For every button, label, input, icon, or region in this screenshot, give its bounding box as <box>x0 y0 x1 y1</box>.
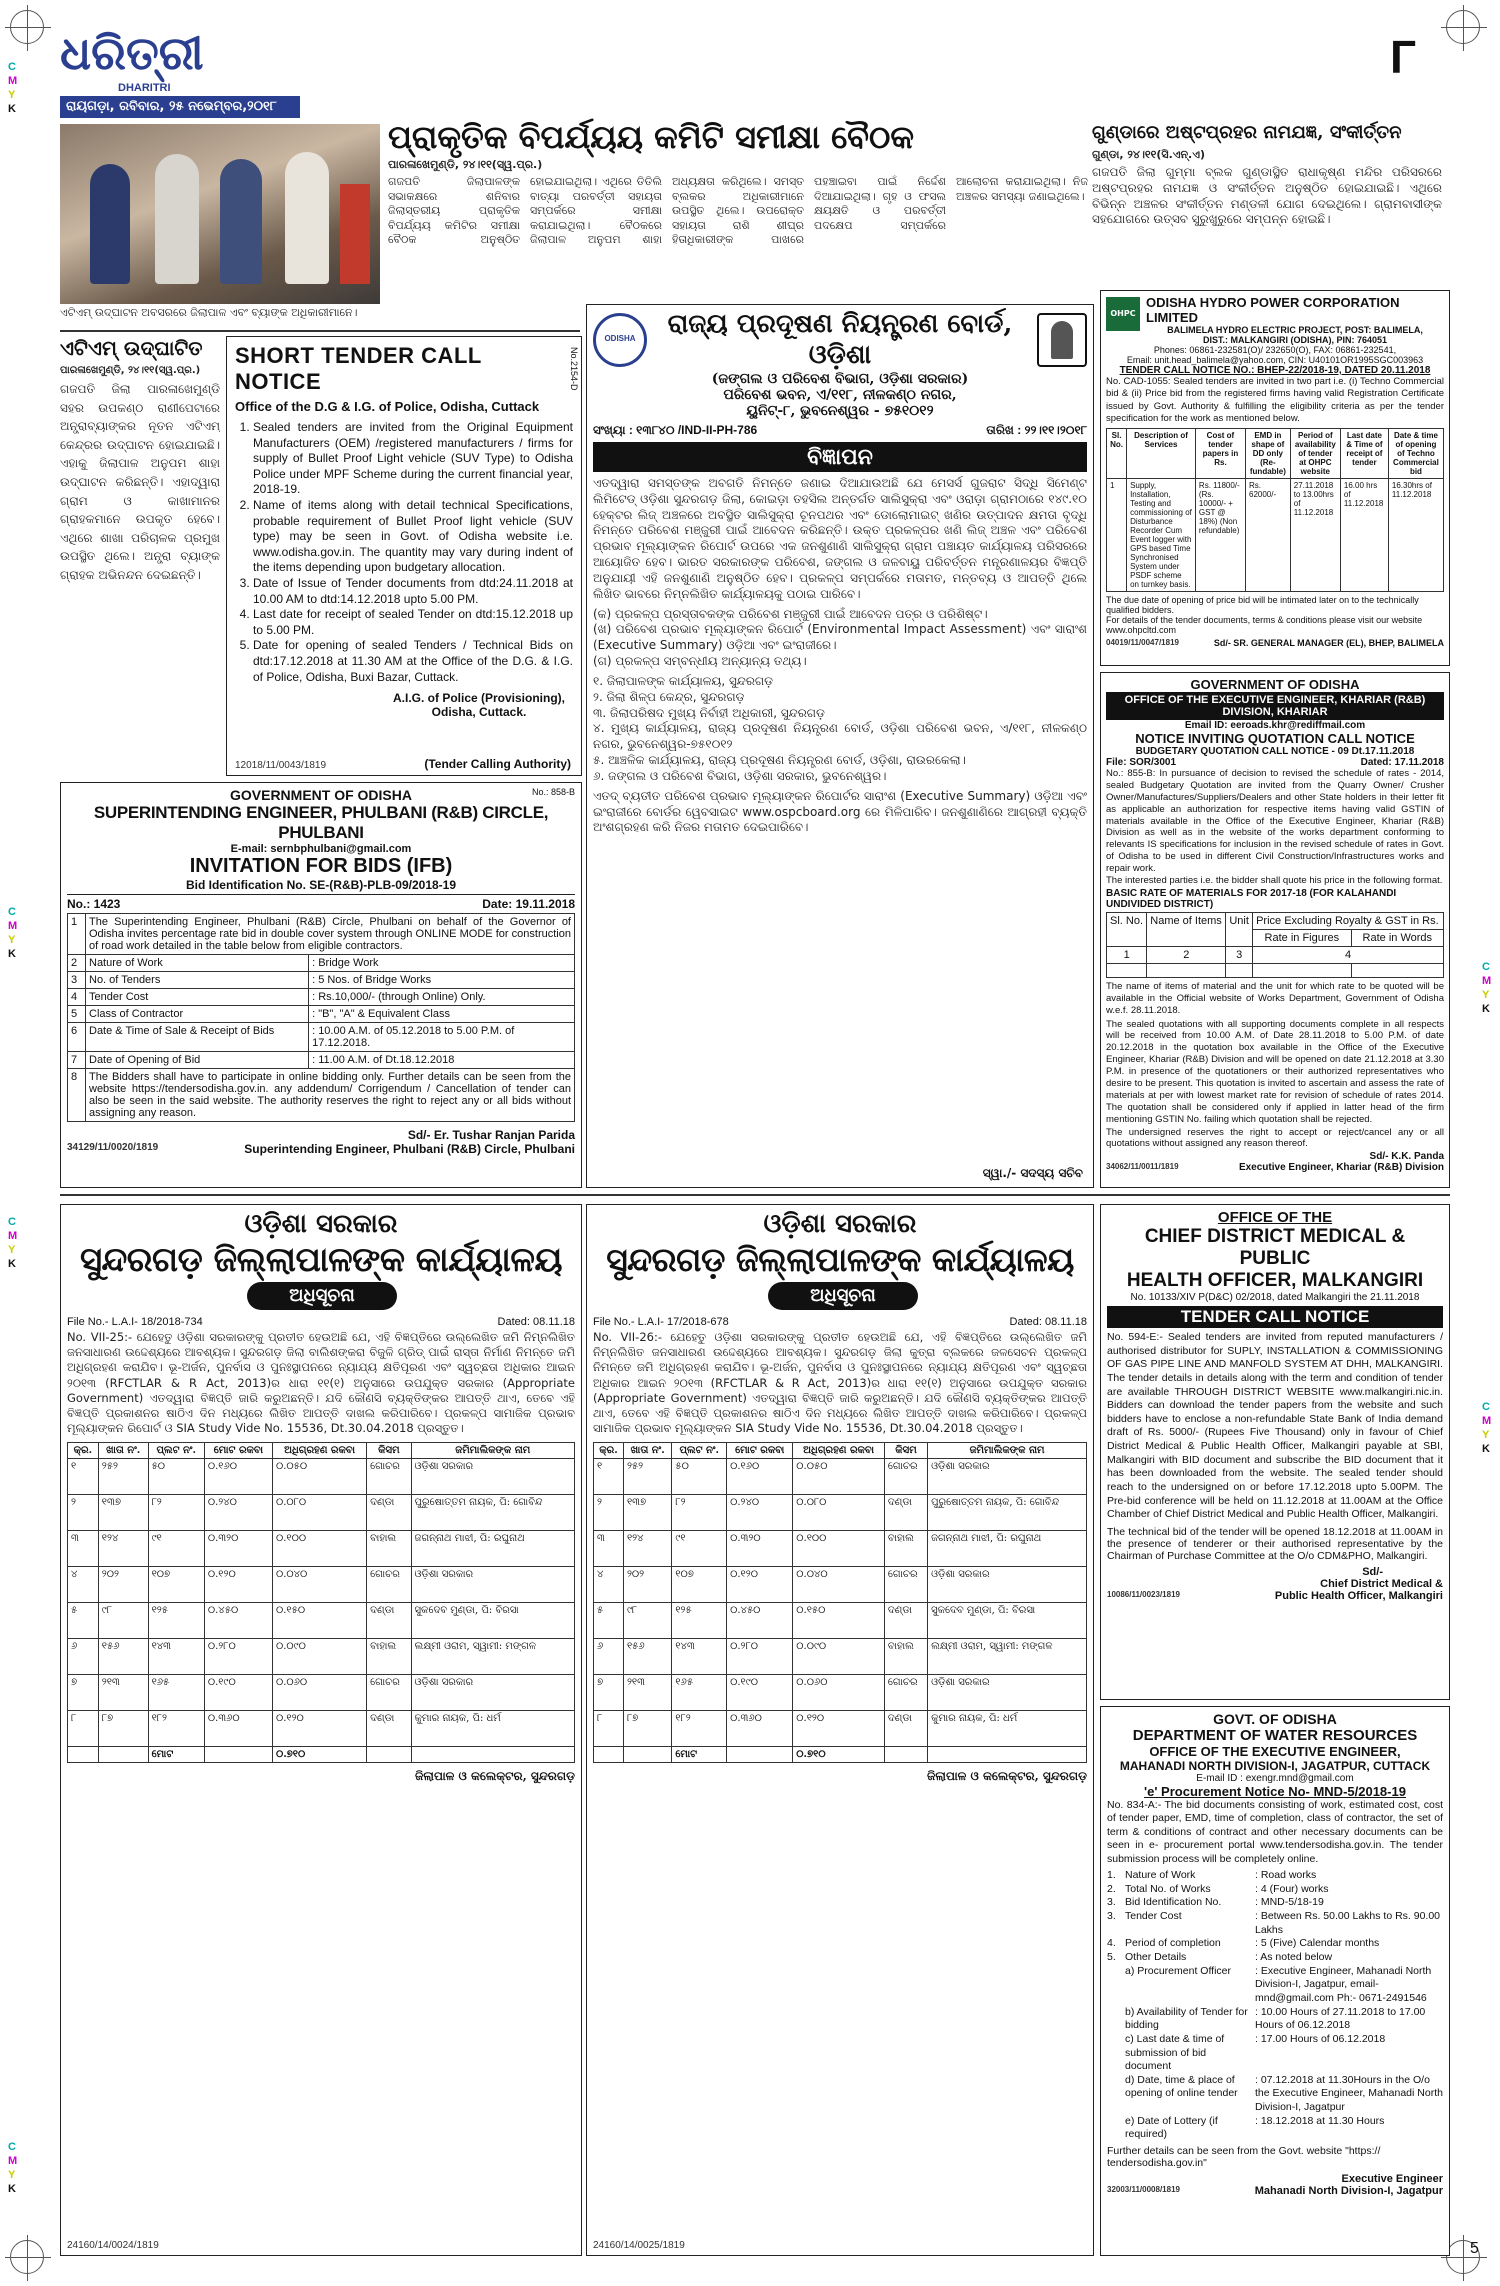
board-title: ରାଜ୍ୟ ପ୍ରଦୂଷଣ ନିୟନ୍ତ୍ରଣ ବୋର୍ଡ, ଓଡ଼ିଶା <box>667 309 1013 370</box>
table-row: ୫ ୯୮ ୧୨୫ ୦.୪୫୦ ୦.୧୫୦ ଦଣ୍ଡା ସୁକଦେବ ମୁଣ୍ଡା, ପି: ବିରସା <box>594 1603 1087 1639</box>
table-row: ୨ ୧୩୭ ୮୨ ୦.୨୪୦ ୦.୦୮୦ ଦଣ୍ଡା ପୁରୁଷୋତ୍ତମ ନାୟକ, ପି: ଗୋବିନ୍ଦ <box>68 1495 575 1531</box>
tender-notice-malkangiri <box>1100 1204 1450 1700</box>
govt-label: ଓଡ଼ିଶା ସରକାର <box>763 1209 917 1239</box>
emblem-icon <box>1037 313 1087 367</box>
notification-body: No. VII-25:- ଯେହେତୁ ଓଡ଼ିଶା ସରକାରଙ୍କୁ ପ୍ରତୀତ ହେଉଅଛି ଯେ, ଏହି ବିଜ୍ଞପ୍ତିରେ ଉଲ୍ଲେଖିତ ଜମି ନିମ୍ନଲିଖିତ ଜନସାଧାରଣ ଉଦ୍ଦେଶ୍ୟରେ ଆବଶ୍ୟକ। ସୁନ୍ଦରଗଡ଼ ଜିଲା ବାଲିଶଙ୍କରା ବିଜୁଳି ଗ୍ରିଡ୍ ପାଇଁ ରାସ୍ତା ନିର୍ମାଣ ନିମନ୍ତେ ଜମି ଅଧିଗ୍ରହଣ କରାଯିବ। ଭୂ-ଅର୍ଜନ, ପୁନର୍ବାସ ଓ ପୁନଃସ୍ଥାପନରେ ନ୍ୟାଯ୍ୟ କ୍ଷତିପୂରଣ ଏବଂ ସ୍ୱଚ୍ଛତା ଅଧିକାର ଆଇନ ୨୦୧୩ (RFCTLAR & R Act, 2013)ର ଧାରା ୧୧(୧) ଅନୁସାରେ ଉପଯୁକ୍ତ ସରକାର (Appropriate Government) ଏତଦ୍ୱାରା ବିଜ୍ଞପ୍ତି ଜାରି କରୁଅଛନ୍ତି। ଯଦି କୌଣସି ବ୍ୟକ୍ତିଙ୍କର ଆପତ୍ତି ଥାଏ, ତେବେ ଏହି ବିଜ୍ଞପ୍ତି ପ୍ରକାଶନର ଷାଠିଏ ଦିନ ମଧ୍ୟରେ ଲିଖିତ ଆପତ୍ତି ଦାଖଲ କରିପାରିବେ। ପ୍ରକଳ୍ପ ସାମାଜିକ ପ୍ରଭାବ ମୂଲ୍ୟାଙ୍କନ ରିପୋର୍ଟ ଓ SIA Study Vide No. 15536, Dt.30.04.2018 ପ୍ରସ୍ତୁତ। <box>67 1330 575 1436</box>
tender-item: 1. Sealed tenders are invited from the Original Equipment Manufacturers (OEM) /registered manufacturers / firms for supply of Bullet Proof Light vehicle (SUV Type) to Odisha Police under MPF Scheme during the current financial year, 2018-19. <box>253 420 573 498</box>
detail-row: a) Procurement Officer : Executive Engineer, Mahanadi North Division-I, Jagatpur, email- mnd@gmail.com Ph:- 0671-2491546 <box>1125 1964 1432 2004</box>
notification-tab: ଅଧିସୂଚନା <box>768 1282 918 1310</box>
signature-line: Executive Engineer, Khariar (R&B) Division <box>1238 1162 1444 1174</box>
table-row: 8 The Bidders shall have to participate in online bidding only. Further details can be seen from the website https://tendersodisha.gov.in. any addendum/ Corrigendum / Cancellation of tender can also be seen in the said website. The authority reserves the right to reject any or all bids without assigning any reason. <box>68 1069 575 1122</box>
table-total-row: ମୋଟ ୦.୭୧୦ <box>594 1747 1087 1763</box>
detail-row: b) Availability of Tender for bidding : 10.00 Hours of 27.11.2018 to 17.00 Hours of 06.12.2018 <box>1125 2005 1426 2032</box>
rate-table: Sl. No. Name of Items Unit Price Excluding Royalty & GST in Rs. Rate in Figures Rate in Words 1 2 3 4 <box>1106 912 1444 978</box>
news-byline: ପାରଳାଖେମୁଣ୍ଡି, ୨୪।୧୧(ସ୍ୱ.ପ୍ର.) <box>388 158 543 171</box>
signature-line: Sd/- Er. Tushar Ranjan Parida <box>407 1128 575 1142</box>
table-row: 1 The Superintending Engineer, Phulbani (R&B) Circle, Phulbani on behalf of the Governor of Odisha invites percentage rate bid in double cover system through ONLINE MODE for construction of road work detailed in the table below from eligible contractors. <box>68 914 575 955</box>
ad-code: 04019/11/0047/1819 <box>1106 638 1179 648</box>
tender-notice-ohpc <box>1100 290 1450 666</box>
ad-code: 24160/14/0024/1819 <box>67 2240 159 2251</box>
govt-label: GOVERNMENT OF ODISHA <box>229 787 412 803</box>
table-title: BASIC RATE OF MATERIALS FOR 2017-18 (FOR KALAHANDI UNDIVIDED DISTRICT) <box>1106 887 1397 910</box>
table-header: Description of Services <box>1127 429 1196 479</box>
notification-body: No. VII-26:- ଯେହେତୁ ଓଡ଼ିଶା ସରକାରଙ୍କୁ ପ୍ରତୀତ ହେଉଅଛି ଯେ, ଏହି ବିଜ୍ଞପ୍ତିରେ ଉଲ୍ଲେଖିତ ଜମି ନିମ୍ନଲିଖିତ ଜନସାଧାରଣ ଉଦ୍ଦେଶ୍ୟରେ ଆବଶ୍ୟକ। ସୁନ୍ଦରଗଡ଼ ଜିଲା କୁତ୍ରା ବ୍ଲକରେ ଜଳସେଚନ ପ୍ରକଳ୍ପ ନିମନ୍ତେ ଜମି ଅଧିଗ୍ରହଣ କରାଯିବ। ଭୂ-ଅର୍ଜନ, ପୁନର୍ବାସ ଓ ପୁନଃସ୍ଥାପନରେ ନ୍ୟାଯ୍ୟ କ୍ଷତିପୂରଣ ଏବଂ ସ୍ୱଚ୍ଛତା ଅଧିକାର ଆଇନ ୨୦୧୩ (RFCTLAR & R Act, 2013)ର ଧାରା ୧୧(୧) ଅନୁସାରେ ଉପଯୁକ୍ତ ସରକାର (Appropriate Government) ଏତଦ୍ୱାରା ବିଜ୍ଞପ୍ତି ଜାରି କରୁଅଛନ୍ତି। ଯଦି କୌଣସି ବ୍ୟକ୍ତିଙ୍କର ଆପତ୍ତି ଥାଏ, ତେବେ ଏହି ବିଜ୍ଞପ୍ତି ପ୍ରକାଶନର ଷାଠିଏ ଦିନ ମଧ୍ୟରେ ଲିଖିତ ଆପତ୍ତି ଦାଖଲ କରିପାରିବେ। ପ୍ରକଳ୍ପ ସାମାଜିକ ପ୍ରଭାବ ମୂଲ୍ୟାଙ୍କନ SIA Study Vide No. 15536, Dt.30.04.2018 ପ୍ରସ୍ତୁତ। <box>593 1330 1087 1436</box>
photo-caption: ଏଟିଏମ୍ ଉଦ୍‌ଘାଟନ ଅବସରରେ ଜିଲାପାଳ ଏବଂ ବ୍ୟାଙ୍କ ଅଧିକାରୀମାନେ। <box>60 306 358 319</box>
table-row: ୮ ୮୭ ୧୮୨ ୦.୩୬୦ ୦.୧୨୦ ଦଣ୍ଡା କୁମାର ନାୟକ, ପି: ଧର୍ମ <box>594 1711 1087 1747</box>
tender-address: BALIMELA HYDRO ELECTRIC PROJECT, POST: BALIMELA, <box>1167 325 1423 335</box>
tender-body: No. 834-A:- The bid documents consisting of work, estimated cost, cost of tender paper, EMD, time of completion, class of contractor, the set of term & conditions of contract and other necessary documents can be seen in e- procurement portal www.tendersodisha.gov.in. The tender submission process will be completely online. <box>1107 1799 1443 1865</box>
tender-date: Dated: 17.11.2018 <box>1360 757 1444 768</box>
ad-code: 34129/11/0020/1819 <box>67 1142 159 1153</box>
tender-title: ODISHA HYDRO POWER CORPORATION LIMITED <box>1146 295 1400 325</box>
table-row: 7 Date of Opening of Bid : 11.00 A.M. of Dt.18.12.2018 <box>68 1052 575 1069</box>
ad-code: 12018/11/0043/1819 <box>235 760 327 771</box>
tender-title: OFFICE OF THE EXECUTIVE ENGINEER, KHARIAR (R&B) DIVISION, KHARIAR <box>1106 692 1444 720</box>
land-notification-right <box>586 1204 1094 2256</box>
table-row: ୩ ୧୨୪ ୯୧ ୦.୩୨୦ ୦.୧୦୦ ବାହାଲ ଜଗନ୍ନାଥ ମାଝୀ, ପି: ରଘୁନାଥ <box>68 1531 575 1567</box>
table-row: 5 Class of Contractor : "B", "A" & Equivalent Class <box>68 1006 575 1023</box>
govt-label: GOVERNMENT OF ODISHA <box>1190 677 1360 692</box>
tender-body: The undersigned reserves the right to accept or reject/cancel any or all quotations without assigned any reason thereof. <box>1106 1127 1444 1150</box>
bid-id: Bid Identification No. SE-(R&B)-PLB-09/2018-19 <box>185 878 457 892</box>
tender-note: The due date of opening of price bid will be intimated later on to the technically qualified bidders. <box>1106 595 1419 616</box>
cmyk-marker: C M Y K <box>8 2141 18 2195</box>
news-byline: ପାରଳାଖେମୁଣ୍ଡି, ୨୪।୧୧(ସ୍ୱ.ପ୍ର.) <box>60 365 201 376</box>
tender-note: For details of the tender documents, terms & conditions please visit our website www.ohpcltd.com <box>1106 615 1423 636</box>
tender-table <box>67 913 575 1122</box>
office-item: ୪. ମୁଖ୍ୟ କାର୍ଯ୍ୟାଳୟ, ରାଜ୍ୟ ପ୍ରଦୂଷଣ ନିୟନ୍ତ୍ରଣ ବୋର୍ଡ, ଓଡ଼ିଶା ପରିବେଶ ଭବନ, ଏ/୧୧୮, ନୀଳକଣ୍ଠ ନଗର, ଭୁବନେଶ୍ୱର-୭୫୧୦୧୨ <box>593 721 1087 752</box>
table-row: ୨ ୧୩୭ ୮୨ ୦.୨୪୦ ୦.୦୮୦ ଦଣ୍ଡା ପୁରୁଷୋତ୍ତମ ନାୟକ, ପି: ଗୋବିନ୍ଦ <box>594 1495 1087 1531</box>
tender-item: 2. Name of items along with detail technical Specifications, probable requirement of Bullet Proof light vehicle (SUV type) may be seen in Govt. of Odisha website i.e. www.odisha.gov.in. The quantity may vary during indent of the items depending upon budgetary allocation. <box>253 498 573 576</box>
table-row: 2 Nature of Work : Bridge Work <box>68 955 575 972</box>
table-header: ମୋଟ ରକବା <box>727 1443 793 1459</box>
board-logo-icon: ODISHA <box>593 313 647 367</box>
tender-item: 5. Date for opening of sealed Tenders / Technical Bids on dtd:17.12.2018 at 11.30 AM at the Office of the D.G. & I.G. of Police, Odisha, Buxi Bazar, Cuttack. <box>253 638 573 685</box>
cmyk-marker: C M Y K <box>1482 961 1492 1015</box>
govt-label: GOVT. OF ODISHA <box>1213 1711 1337 1727</box>
news-body: ଗଜପତି ଜିଲା ଗୁମ୍ମା ବ୍ଲକ ଗୁଣ୍ଡାସ୍ଥିତ ରାଧାକୃଷ୍ଣ ମନ୍ଦିର ପରିସରରେ ଅଷ୍ଟପ୍ରହର ନାମଯଜ୍ଞ ଓ ସଂକୀର୍ତ୍ତନ ଅନୁଷ୍ଠିତ ହୋଇଯାଇଛି। ଏଥିରେ ବିଭିନ୍ନ ଅଞ୍ଚଳର ସଂକୀର୍ତ୍ତନ ମଣ୍ଡଳୀ ଯୋଗ ଦେଇଥିଲେ। ଗ୍ରାମବାସୀଙ୍କ ସହଯୋଗରେ ଉତ୍ସବ ସୁରୁଖୁରୁରେ ସମ୍ପନ୍ନ ହୋଇଛି। <box>1092 165 1442 227</box>
detail-row: d) Date, time & place of opening of online tender : 07.12.2018 at 11.30Hours in the O/o the Executive Engineer, Mahanadi North Division-I, Jagatpur <box>1125 2073 1443 2114</box>
table-header: ଅଧିଗ୍ରହଣ ରକବା <box>793 1443 885 1459</box>
table-header: ଅଧିଗ୍ରହଣ ରକବା <box>272 1443 366 1459</box>
table-row: 4 Tender Cost : Rs.10,000/- (through Online) Only. <box>68 989 575 1006</box>
tender-note: Further details can be seen from the Govt. website "https:// tendersodisha.gov.in" <box>1107 2145 1381 2169</box>
table-row: 1 Supply, Installation, Testing and commissioning of Disturbance Recorder Cum Event logger with GPS based Time Synchronised System under PSDF scheme on turnkey basis. Rs. 11800/- (Rs. 10000/- + GST @ 18%) (Non refundable) Rs. 62000/- 27.11.2018 to 13.00hrs of 11.12.2018 16.00 hrs of 11.12.2018 16.30hrs of 11.12.2018 <box>1107 479 1444 592</box>
detail-row: 3. Bid Identification No. : MND-5/18-19 <box>1107 1896 1324 1909</box>
signature-line: ସ୍ୱା./- ସଦସ୍ୟ ସଚିବ <box>982 1166 1083 1180</box>
news-byline: ଗୁଣ୍ଡା, ୨୪।୧୧(ସି.ଏନ୍.ଏ) <box>1092 148 1206 161</box>
office-item: ୨. ଜିଲା ଶିଳ୍ପ କେନ୍ଦ୍ର, ସୁନ୍ଦରଗଡ଼ <box>593 689 745 704</box>
tender-date: Date: 19.11.2018 <box>482 897 575 911</box>
board-address: ପରିବେଶ ଭବନ, ଏ/୧୧୮, ନୀଳକଣ୍ଠ ନଗର, <box>723 387 957 403</box>
cmyk-marker: C M Y K <box>1482 1401 1492 1455</box>
ad-code: 32003/11/0008/1819 <box>1107 2185 1180 2194</box>
office-item: ୬. ଜଙ୍ଗଲ ଓ ପରିବେଶ ବିଭାଗ, ଓଡ଼ିଶା ସରକାର, ଭୁବନେଶ୍ୱର। <box>593 768 887 783</box>
office-title: ସୁନ୍ଦରଗଡ଼ ଜିଲ୍ଲାପାଳଙ୍କ କାର୍ଯ୍ୟାଳୟ <box>79 1240 563 1280</box>
signature-line: (Tender Calling Authority) <box>424 757 571 771</box>
notice-list-item: (ଗ) ପ୍ରକଳ୍ପ ସମ୍ବନ୍ଧୀୟ ଅନ୍ୟାନ୍ୟ ତଥ୍ୟ। <box>593 654 807 669</box>
tender-email: Email: unit.head_balimela@yahoo.com, CIN: U40101OR1995SGC003963 <box>1126 355 1424 365</box>
table-header: ଜମିମାଲିକଙ୍କ ନାମ <box>928 1443 1087 1459</box>
cmyk-marker: C M Y K <box>8 1216 18 1270</box>
signature-line: ଜିଲାପାଳ ଓ କଲେକ୍ଟର, ସୁନ୍ଦରଗଡ଼ <box>927 1769 1087 1784</box>
tender-notice-number: 'e' Procurement Notice No- MND-5/2018-19 <box>1144 1784 1406 1799</box>
signature-line: Superintending Engineer, Phulbani (R&B) Circle, Phulbani <box>244 1142 575 1156</box>
tender-title: HEALTH OFFICER, MALKANGIRI <box>1126 1270 1424 1291</box>
tender-body: No. 594-E:- Sealed tenders are invited from reputed manufacturers / authorised distributor for SUPLY, INSTALLATION & COMMISSIONING OF GAS PIPE LINE AND MANFOLD SYSTEM AT DHH, MALKANGIRI. The tender details in details along with the term and condition of tender are available THROUGH DISTRICT WEBSITE www.malkangiri.nic.in. Bidders can download the tender papers from the website and such bidders have to enclose a non-refundable State Bank of India demand draft of Rs. 5000/- (Rupees Five Thousand) only in favour of Chief District Medical & Public Health Officer, Malkangiri payable at SBI, Malkangiri with BID document and subscribe the BID document that it has been downloaded from the website. The sealed tender should reach to the undersigned on or before 17.12.2018 upto 5.00PM. The Pre-bid conference will be held on 11.12.2018 at 11.00AM at the Office Chamber of Chief District Medical and Public Health Officer, Malkangiri. <box>1107 1331 1443 1521</box>
tender-items <box>235 420 573 685</box>
logo: ଧରିତ୍ରୀ <box>60 26 204 80</box>
land-schedule-table <box>593 1442 1087 1763</box>
tender-body: The sealed quotations with all supporting documents complete in all respects will be received from 10.00 A.M. of Date 28.11.2018 to 5.00 P.M. of date 20.12.2018 in the quotation box available in the Office of the Executive Engineer, Khariar (R&B) Division and will be opened on date 21.12.2018 at 3.30 P.M. in presence of the quotationers or their authorized representatives who desire to be present. This quotation is invited to ascertain and assess the rate of materials at per with lowest market rate for revision of schedule of rates 2014. The quotation shall be considered only if applied in latter head of the firm mentioning GSTIN No. failing which quotation shall be rejected. <box>1106 1018 1444 1125</box>
table-row: ୮ ୮୭ ୧୮୨ ୦.୩୬୦ ୦.୧୨୦ ଦଣ୍ଡା କୁମାର ନାୟକ, ପି: ଧର୍ମ <box>68 1711 575 1747</box>
land-schedule-table <box>67 1442 575 1763</box>
notice-ref: ସଂଖ୍ୟା : ୧୩୮୪୦ /IND-II-PH-786 <box>593 423 758 437</box>
table-row: ୧ ୨୫୨ ୫୦ ୦.୧୬୦ ୦.୦୫୦ ଗୋଚର ଓଡ଼ିଶା ସରକାର <box>594 1459 1087 1495</box>
file-number: File: SOR/3001 <box>1106 757 1177 768</box>
notice-list-item: (ଖ) ପରିବେଶ ପ୍ରଭାବ ମୂଲ୍ୟାଙ୍କନ ରିପୋର୍ଟ (Environmental Impact Assessment) ଏବଂ ସାରାଂଶ (Executive Summary) ଓଡ଼ିଆ ଏବଂ ଇଂରାଜୀରେ। <box>593 622 1087 653</box>
signature-line: Odisha, Cuttack. <box>431 705 527 720</box>
office-item: ୫. ଆଞ୍ଚଳିକ କାର୍ଯ୍ୟାଳୟ, ରାଜ୍ୟ ପ୍ରଦୂଷଣ ନିୟନ୍ତ୍ରଣ ବୋର୍ଡ, ଓଡ଼ିଶା, ରାଉରକେଲା। <box>593 753 966 768</box>
tender-address: DIST.: MALKANGIRI (ODISHA), PIN: 764051 <box>1202 335 1388 345</box>
notification-tab: ଅଧିସୂଚନା <box>247 1282 397 1310</box>
signature-line: Sd/- SR. GENERAL MANAGER (EL), BHEP, BALIMELA <box>1213 638 1444 649</box>
file-number: File No.- L.A.I- 18/2018-734 <box>67 1316 203 1328</box>
file-number: File No.- L.A.I- 17/2018-678 <box>593 1316 729 1328</box>
tender-body: The interested parties i.e. the bidder shall quote his price in the following format. <box>1106 874 1443 886</box>
table-row: ୪ ୨୦୨ ୧୦୭ ୦.୧୨୦ ୦.୦୪୦ ଗୋଚର ଓଡ଼ିଶା ସରକାର <box>594 1567 1087 1603</box>
table-header: କ୍ର. <box>594 1443 624 1459</box>
tender-body: No. CAD-1055: Sealed tenders are invited in two part i.e. (i) Techno Commercial bid & (ii) Price bid from the registered firms having valid Registration Certificate issued by Govt. Authority & fulfilling the eligibility criteria as per the tender specification for the work as mentioned below. <box>1106 376 1444 425</box>
notice-body: ଏତଦ୍ୱାରା ସମସ୍ତଙ୍କ ଅବଗତି ନିମନ୍ତେ ଜଣାଇ ଦିଆଯାଉଅଛି ଯେ ମେସର୍ସ ଗୁଜରାଟ ସିଦ୍ଧି ସିମେଣ୍ଟ ଲିମିଟେଡ୍ ଓଡ଼ିଶା ସୁନ୍ଦରଗଡ଼ ଜିଲା, କୋଇଡ଼ା ତହସିଲ ଅନ୍ତର୍ଗତ ସାଲିସୁକ୍ରା ଏବଂ ଓରାଡ଼ା ଗ୍ରାମଠାରେ ୧୪୯.୧୦ ହେକ୍ଟର ଲିଜ୍ ଅଞ୍ଚଳରେ ଅବସ୍ଥିତ ସାଲିସୁକ୍ରା ଚୂନପଥର ଏବଂ ଡୋଲୋମାଇଟ୍ ଖଣିର ଉତ୍ପାଦନ କ୍ଷମତା ବୃଦ୍ଧି ନିମନ୍ତେ ପରିବେଶ ମଞ୍ଜୁରୀ ପାଇଁ ଆବେଦନ କରିଛନ୍ତି। ଉକ୍ତ ପ୍ରକଳ୍ପର ଖଣି ଲିଜ୍ ଅଞ୍ଚଳ ଏବଂ ପରିବେଶ ପ୍ରଭାବ ମୂଲ୍ୟାଙ୍କନ ରିପୋର୍ଟ ଉପରେ ଏକ ଜନଶୁଣାଣି ସାଲିସୁକ୍ରା ଗ୍ରାମ ପଞ୍ଚାୟତ କାର୍ଯ୍ୟାଳୟ ପରିସରରେ ଆୟୋଜିତ ହେବ। ଭାରତ ସରକାରଙ୍କ ପରିବେଶ, ଜଙ୍ଗଲ ଓ ଜଳବାୟୁ ପରିବର୍ତ୍ତନ ମନ୍ତ୍ରଣାଳୟର ବିଜ୍ଞପ୍ତି ଅନୁଯାୟୀ ଏହି ଜନଶୁଣାଣି ଅନୁଷ୍ଠିତ ହେବ। ପ୍ରକଳ୍ପ ସମ୍ପର୍କରେ ମତାମତ, ମନ୍ତବ୍ୟ ଓ ଆପତ୍ତି ଥିଲେ ଲିଖିତ ଭାବରେ ନିମ୍ନଲିଖିତ କାର୍ଯ୍ୟାଳୟକୁ ପଠାଇ ପାରିବେ। <box>593 476 1087 601</box>
detail-row: 5. Other Details : As noted below <box>1107 1951 1333 1964</box>
detail-row: c) Last date & time of submission of bid document : 17.00 Hours of 06.12.2018 <box>1125 2032 1386 2073</box>
tender-ref: No.: 858-B <box>531 787 575 797</box>
office-item: ୧. ଜିଲାପାଳଙ୍କ କାର୍ଯ୍ୟାଳୟ, ସୁନ୍ଦରଗଡ଼ <box>593 673 774 688</box>
office-title: ସୁନ୍ଦରଗଡ଼ ଜିଲ୍ଲାପାଳଙ୍କ କାର୍ଯ୍ୟାଳୟ <box>606 1240 1074 1279</box>
tender-title: DEPARTMENT OF WATER RESOURCES <box>1132 1727 1418 1744</box>
tender-phone: Phones: 06861-232581(O)/ 232650(O), FAX: 06861-232541, <box>1153 345 1397 355</box>
news-headline: ଗୁଣ୍ଡାରେ ଅଷ୍ଟପ୍ରହର ନାମଯଜ୍ଞ, ସଂକୀର୍ତ୍ତନ <box>1092 122 1402 143</box>
tender-body: The name of items of material and the unit for which rate to be quoted will be available in the Official website of Works Department, Government of Odisha w.e.f. 28.11.2018. <box>1106 980 1444 1016</box>
detail-row: e) Date of Lottery (if required) : 18.12.2018 at 11.30 Hours <box>1125 2114 1385 2141</box>
tender-title: SUPERINTENDING ENGINEER, PHULBANI (R&B) CIRCLE, PHULBANI <box>93 803 549 842</box>
tender-subheading: BUDGETARY QUOTATION CALL NOTICE - 09 Dt.17.11.2018 <box>1135 746 1415 757</box>
signature-line: Chief District Medical & <box>1320 1577 1443 1590</box>
news-headline: ପ୍ରାକୃତିକ ବିପର୍ଯ୍ୟୟ କମିଟି ସମୀକ୍ଷା ବୈଠକ <box>388 118 915 156</box>
tender-notice-water-resources <box>1100 1706 1450 2256</box>
tender-title: SHORT TENDER CALL NOTICE <box>235 343 482 394</box>
signature-line: Sd/- <box>1362 1565 1383 1578</box>
email: Email ID: eeroads.khr@rediffmail.com <box>1184 720 1366 731</box>
tender-number: No.: 1423 <box>67 897 121 911</box>
signature-line: Executive Engineer <box>1341 2173 1443 2185</box>
email: E-mail: sernbphulbani@gmail.com <box>230 843 412 855</box>
tender-heading: INVITATION FOR BIDS (IFB) <box>189 855 453 877</box>
notice-banner: ବିଜ୍ଞାପନ <box>593 442 1087 472</box>
table-header: କ୍ର. <box>68 1443 99 1459</box>
news-photo <box>60 124 380 304</box>
table-header: EMD in shape of DD only (Re-fundable) <box>1246 429 1291 479</box>
table-row: ୩ ୧୨୪ ୯୧ ୦.୩୨୦ ୦.୧୦୦ ବାହାଲ ଜଗନ୍ନାଥ ମାଝୀ, ପି: ରଘୁନାଥ <box>594 1531 1087 1567</box>
board-address: ୟୁନିଟ୍-୮, ଭୁବନେଶ୍ୱର - ୭୫୧୦୧୨ <box>746 403 934 419</box>
ohpc-logo-icon: OHPC <box>1106 297 1140 331</box>
table-header: ଖାତା ନଂ. <box>623 1443 671 1459</box>
signature-line: Mahanadi North Division-I, Jagatpur <box>1254 2185 1443 2197</box>
tender-heading: NOTICE INVITING QUOTATION CALL NOTICE <box>1135 731 1415 746</box>
tender-title: CHIEF DISTRICT MEDICAL & PUBLIC <box>1144 1226 1406 1269</box>
notification-date: Dated: 08.11.18 <box>497 1316 575 1328</box>
tender-banner: TENDER CALL NOTICE <box>1107 1306 1443 1328</box>
table-row: ୬ ୧୫୬ ୧୪୩ ୦.୨୮୦ ୦.୦୯୦ ବାହାଲ ଲକ୍ଷ୍ମୀ ଓରାମ, ସ୍ୱାମୀ: ମଙ୍ଗଳ <box>594 1639 1087 1675</box>
table-header: Period of availability of tender at OHPC website <box>1290 429 1340 479</box>
tender-subtitle: Office of the D.G & I.G. of Police, Odisha, Cuttack <box>235 399 540 414</box>
page-number: 5 <box>1470 2240 1479 2257</box>
notice-date: ତାରିଖ : ୨୨।୧୧।୨୦୧୮ <box>986 423 1087 437</box>
tender-item: 4. Last date for receipt of sealed Tender on dtd:15.12.2018 up to 5.00 PM. <box>253 607 573 638</box>
table-row: ୭ ୨୧୩ ୧୬୫ ୦.୧୯୦ ୦.୦୬୦ ଗୋଚର ଓଡ଼ିଶା ସରକାର <box>68 1675 575 1711</box>
logo-subtitle: DHARITRI <box>118 82 171 94</box>
news-body: ଗଜପତି ଜିଲା ପାରଳାଖେମୁଣ୍ଡି ସହର ଉପକଣ୍ଠ ରାଣୀପେଟାରେ ଅନ୍ଧ୍ରାବ୍ୟାଙ୍କର ନୂତନ ଏଟିଏମ୍ କେନ୍ଦ୍ରର ଉଦ୍‌ଘାଟନ ହୋଇଯାଇଛି। ଏହାକୁ ଜିଲାପାଳ ଅନୁପମ ଶାହା ଉଦ୍‌ଘାଟନ କରିଛନ୍ତି। ଏହାଦ୍ୱାରା ଗ୍ରାମ ଓ କାଖାମାନର ଗ୍ରାହକମାନେ ଉପକୃତ ହେବେ। ଏଥିରେ ଶାଖା ପରିଚାଳକ ପ୍ରମୁଖ ଉପସ୍ଥିତ ଥିଲେ। ଅନ୍ଧ୍ରା ବ୍ୟାଙ୍କ ଗ୍ରାହକ ଅଭିନନ୍ଦନ ଦେଇଛନ୍ତି। <box>60 382 220 582</box>
detail-row: 2. Total No. of Works : 4 (Four) works <box>1107 1882 1329 1895</box>
tender-ref: No. 10133/XIV P(D&C) 02/2018, dated Malkangiri the 21.11.2018 <box>1130 1292 1420 1303</box>
table-row: 6 Date & Time of Sale & Receipt of Bids : 10.00 A.M. of 05.12.2018 to 5.00 P.M. of 17.12.2018. <box>68 1023 575 1052</box>
tender-notice-number: TENDER CALL NOTICE NO.: BHEP-22/2018-19, DATED 20.11.2018 <box>1119 365 1431 376</box>
table-header: ମୋଟ ରକବା <box>204 1443 272 1459</box>
dateline: ରାୟଗଡ଼ା, ରବିବାର, ୨୫ ନଭେମ୍ବର,୨୦୧୮ <box>60 96 300 118</box>
email: E-mail ID : exengr.mnd@gmail.com <box>1196 1773 1354 1784</box>
pollution-board-notice <box>586 304 1094 1188</box>
table-header: କିସମ <box>884 1443 927 1459</box>
tender-details <box>1107 1869 1443 2142</box>
signature-line: Sd/- K.K. Panda <box>1369 1151 1444 1163</box>
table-row: ୧ ୨୫୨ ୫୦ ୦.୧୬୦ ୦.୦୫୦ ଗୋଚର ଓଡ଼ିଶା ସରକାର <box>68 1459 575 1495</box>
cmyk-marker: C M Y K <box>8 906 18 960</box>
masthead <box>60 26 277 120</box>
ad-code: 10086/11/0023/1819 <box>1107 1589 1180 1599</box>
table-header: ପ୍ଲଟ ନଂ. <box>148 1443 204 1459</box>
registration-mark <box>10 2240 44 2274</box>
detail-row: 1. Nature of Work : Road works <box>1107 1869 1317 1882</box>
table-row: ୬ ୧୫୬ ୧୪୩ ୦.୨୮୦ ୦.୦୯୦ ବାହାଲ ଲକ୍ଷ୍ମୀ ଓରାମ, ସ୍ୱାମୀ: ମଙ୍ଗଳ <box>68 1639 575 1675</box>
tender-body: The technical bid of the tender will be opened 18.12.2018 at 11.00AM in the presence of tenderer or their authorised representative by the Chairman of Purchase Committee at the O/o CDM&PHO, Malkangiri. <box>1107 1525 1443 1562</box>
table-row: ୭ ୨୧୩ ୧୬୫ ୦.୧୯୦ ୦.୦୬୦ ଗୋଚର ଓଡ଼ିଶା ସରକାର <box>594 1675 1087 1711</box>
land-notification-left <box>60 1204 582 2256</box>
office-item: ୩. ଜିଲାପରିଷଦ ମୁଖ୍ୟ ନିର୍ବାହୀ ଅଧିକାରୀ, ସୁନ୍ଦରଗଡ଼ <box>593 705 825 720</box>
signature-line: Public Health Officer, Malkangiri <box>1274 1589 1443 1602</box>
ad-code: 34062/11/0011/1819 <box>1106 1162 1179 1172</box>
notice-list-item: (କ) ପ୍ରକଳ୍ପ ପ୍ରସ୍ତାବକଙ୍କ ପରିବେଶ ମଞ୍ଜୁରୀ ପାଇଁ ଆବେଦନ ପତ୍ର ଓ ପରିଶିଷ୍ଟ। <box>593 606 988 621</box>
registration-mark <box>1446 10 1480 44</box>
signature-line: ଜିଲାପାଳ ଓ କଲେକ୍ଟର, ସୁନ୍ଦରଗଡ଼ <box>415 1769 575 1784</box>
govt-label: ଓଡ଼ିଶା ସରକାର <box>244 1209 398 1239</box>
corner-mark: Г <box>1390 31 1417 83</box>
registration-mark <box>10 10 44 44</box>
table-header: Cost of tender papers in Rs. <box>1195 429 1245 479</box>
table-header: ଖାତା ନଂ. <box>98 1443 148 1459</box>
notice-footer: ଏତଦ୍ ବ୍ୟତୀତ ପରିବେଶ ପ୍ରଭାବ ମୂଲ୍ୟାଙ୍କନ ରିପୋର୍ଟର ସାରାଂଶ (Executive Summary) ଓଡ଼ିଆ ଏବଂ ଇଂରାଜୀରେ ବୋର୍ଡର ୱେବସାଇଟ www.ospcboard.org ରେ ମିଳିପାରିବ। ଜନଶୁଣାଣିରେ ଆଗ୍ରହୀ ବ୍ୟକ୍ତି ଅଂଶଗ୍ରହଣ କରି ନିଜର ମତାମତ ଦେଇପାରିବେ। <box>593 788 1087 835</box>
board-subtitle: (ଜଙ୍ଗଲ ଓ ପରିବେଶ ବିଭାଗ, ଓଡ଼ିଶା ସରକାର) <box>711 371 969 387</box>
table-total-row: ମୋଟ ୦.୭୧୦ <box>68 1747 575 1763</box>
tender-notice-police <box>226 336 582 776</box>
news-headline: ଏଟିଏମ୍ ଉଦ୍‌ଘାଟିତ <box>60 336 203 360</box>
tender-notice-khariar <box>1100 672 1450 1188</box>
tender-side-number: No.2154-D <box>569 347 579 391</box>
table-header: Last date & Time of receipt of tender <box>1340 429 1388 479</box>
table-header: କିସମ <box>367 1443 411 1459</box>
table-header: ପ୍ଲଟ ନଂ. <box>672 1443 727 1459</box>
cmyk-marker: C M Y K <box>8 61 18 115</box>
table-header: Date & time of opening of Techno Commercial bid <box>1388 429 1443 479</box>
office-label: OFFICE OF THE <box>1217 1209 1333 1226</box>
tender-body: No.: 855-B: In pursuance of decision to revised the schedule of rates - 2014, sealed Budgetary Quotation are invited from the Quarry Owner/ Crusher Owner/Manufactures/Suppliers/Dealers and other State holders in their letter fit as applicable an authorization for respective items having valid GSTIN of materials available in the Office of the Executive Engineer, Khariar (R&B) Division as well as in the website of the works department conforming to relevants IS specifications for inclusion in the revised schedule of rates in Govt. of Odisha to be used in different Civil Construction/Infrastructures works and repair work. <box>1106 768 1444 874</box>
ad-code: 24160/14/0025/1819 <box>593 2240 685 2251</box>
tender-item: 3. Date of Issue of Tender documents from dtd:24.11.2018 at 10.00 AM to dtd:14.12.2018 upto 5.00 PM. <box>253 576 573 607</box>
notification-date: Dated: 08.11.18 <box>1009 1316 1087 1328</box>
table-header: ଜମିମାଲିକଙ୍କ ନାମ <box>411 1443 574 1459</box>
detail-row: 3. Tender Cost : Between Rs. 50.00 Lakhs to Rs. 90.00 Lakhs <box>1107 1910 1441 1936</box>
signature-line: A.I.G. of Police (Provisioning), <box>392 691 565 706</box>
news-body: ଗଜପତି ଜିଲାପାଳଙ୍କ ସଭାକକ୍ଷରେ ଶନିବାର ଜିଲାସ୍ତରୀୟ ପ୍ରାକୃତିକ ବିପର୍ଯ୍ୟୟ କମିଟିର ସମୀକ୍ଷା ବୈଠକ ଅନୁଷ୍ଠିତ ହୋଇଯାଇଥିଲା। ଏଥିରେ ତିତିଲି ବାତ୍ୟା ପରବର୍ତ୍ତୀ ସହାୟତା ସମ୍ପର୍କରେ ସମୀକ୍ଷା କରାଯାଇଥିଲା। ବୈଠକରେ ଜିଲାପାଳ ଅନୁପମ ଶାହା ଅଧ୍ୟକ୍ଷତା କରିଥିଲେ। ସମସ୍ତ ବ୍ଲକର ଅଧିକାରୀମାନେ ଉପସ୍ଥିତ ଥିଲେ। ଉପରୋକ୍ତ ସହାୟତା ରାଶି ଶୀଘ୍ର ହିତାଧିକାରୀଙ୍କ ପାଖରେ ପହଞ୍ଚାଇବା ପାଇଁ ନିର୍ଦ୍ଦେଶ ଦିଆଯାଇଥିଲା। ଗୃହ ଓ ଫସଲ କ୍ଷୟକ୍ଷତି ଓ ପରବର୍ତ୍ତୀ ପଦକ୍ଷେପ ସମ୍ପର୍କରେ ଆଲୋଚନା କରାଯାଇଥିଲା। ନିଜ ଅଞ୍ଚଳର ସମସ୍ୟା ଜଣାଇଥିଲେ। <box>388 175 1088 247</box>
table-header: Sl. No. <box>1107 429 1127 479</box>
tender-table <box>1106 428 1444 592</box>
detail-row: 4. Period of completion : 5 (Five) Calendar months <box>1107 1937 1380 1950</box>
tender-notice-phulbani <box>60 782 582 1188</box>
tender-title: MAHANADI NORTH DIVISION-I, JAGATPUR, CUTTACK <box>1119 1759 1431 1773</box>
table-row: ୪ ୨୦୨ ୧୦୭ ୦.୧୨୦ ୦.୦୪୦ ଗୋଚର ଓଡ଼ିଶା ସରକାର <box>68 1567 575 1603</box>
tender-title: OFFICE OF THE EXECUTIVE ENGINEER, <box>1149 1744 1401 1759</box>
table-row: 3 No. of Tenders : 5 Nos. of Bridge Works <box>68 972 575 989</box>
table-row: ୫ ୯୮ ୧୨୫ ୦.୪୫୦ ୦.୧୫୦ ଦଣ୍ଡା ସୁକଦେବ ମୁଣ୍ଡା, ପି: ବିରସା <box>68 1603 575 1639</box>
